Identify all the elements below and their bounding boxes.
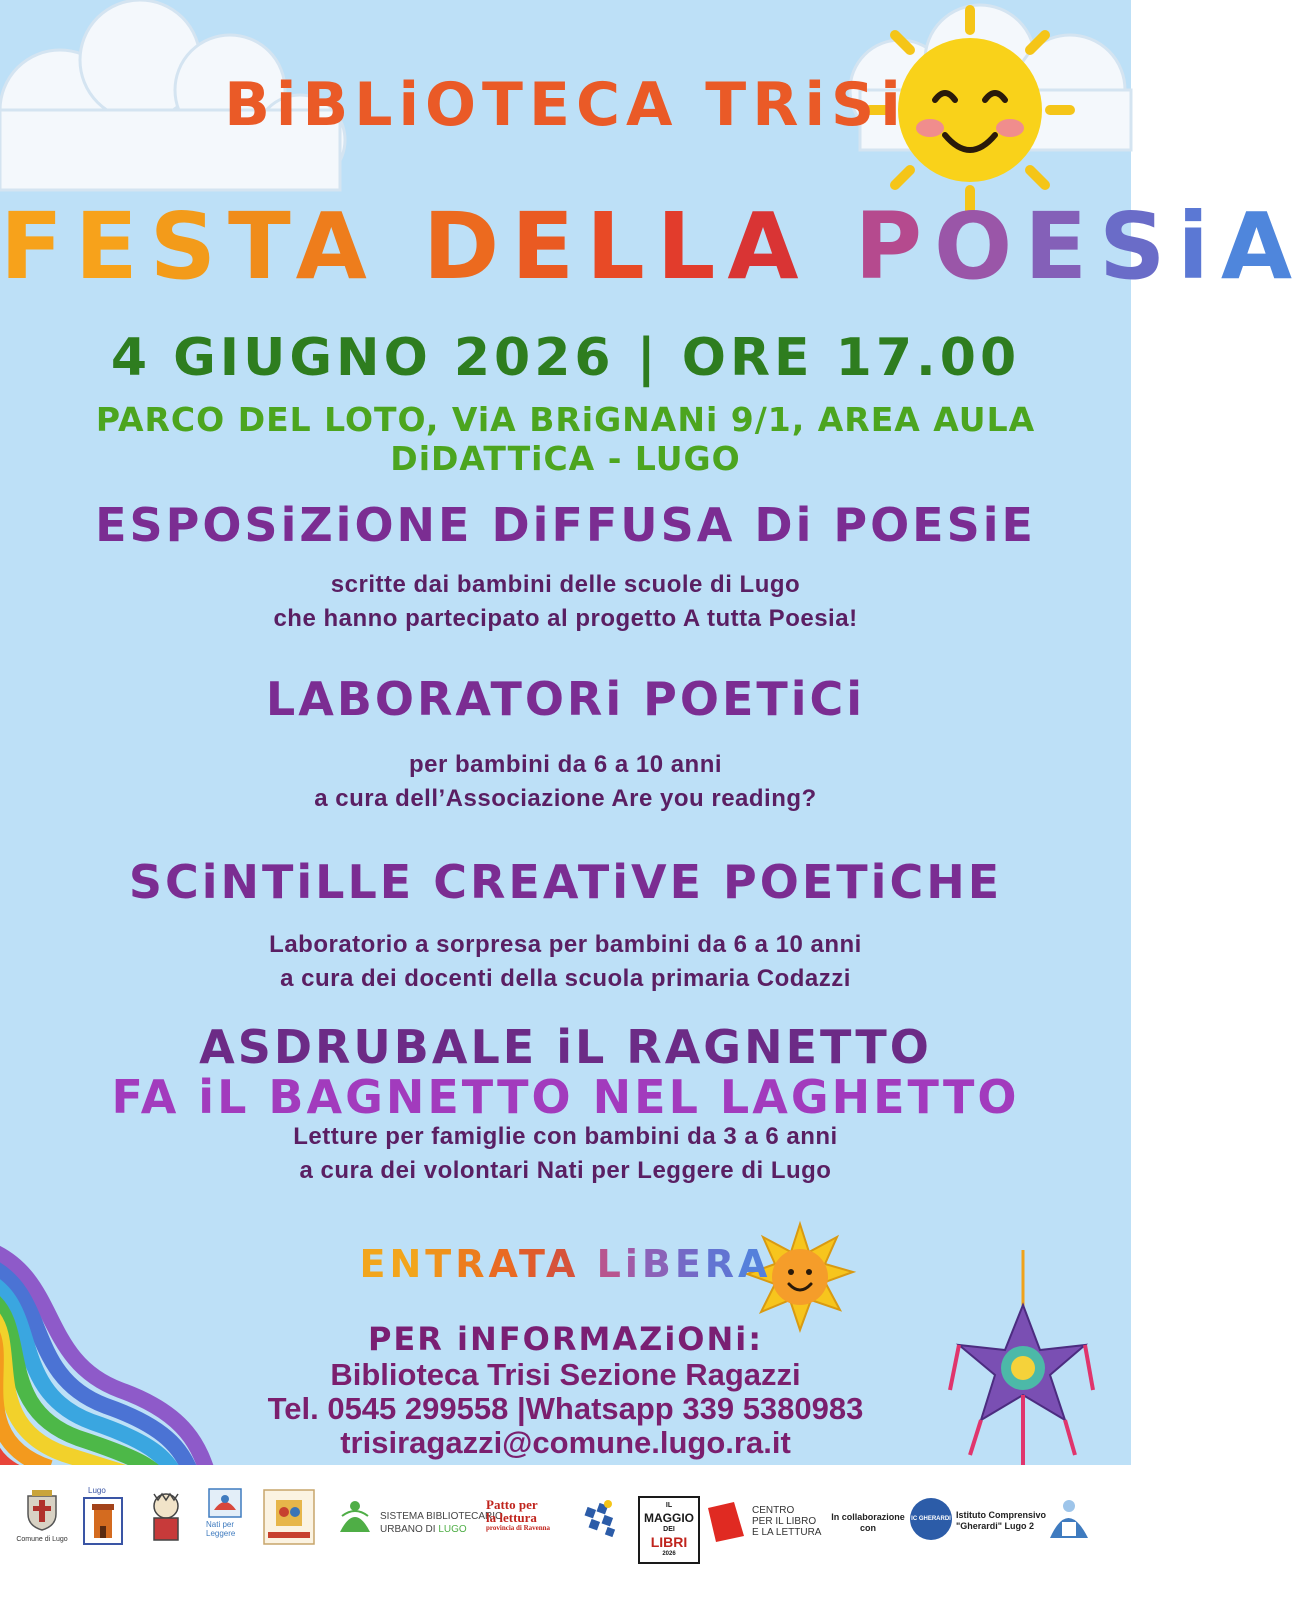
- info-email: trisiragazzi@comune.lugo.ra.it: [340, 1425, 791, 1460]
- section-text-scintille: [0, 928, 1131, 996]
- patto-lettura-logo: Patto per la lettura provincia di Ravenna: [486, 1497, 551, 1532]
- free-entry-letter: [579, 1242, 596, 1286]
- section-line: a cura dell’Associazione Are you reading?: [314, 785, 817, 812]
- biblioteca-trisi-tower-icon: [80, 1494, 126, 1548]
- free-entry-letter: i: [624, 1242, 642, 1286]
- free-entry-letter: N: [389, 1242, 426, 1286]
- event-title-letter: i: [1177, 193, 1221, 300]
- reading-child-icon: [146, 1490, 186, 1544]
- centro-libro-label: CENTRO PER IL LIBRO E LA LETTURA: [752, 1505, 822, 1538]
- blue-squares-emblem-icon: [578, 1496, 624, 1542]
- free-entry-letter: T: [518, 1242, 546, 1286]
- section-text-asdrubale: [0, 1120, 1131, 1188]
- event-title-letter: S: [149, 193, 228, 300]
- event-title-letter: E: [511, 193, 587, 300]
- info-title: PER iNFORMAZiONi:: [367, 1320, 764, 1358]
- comune-lugo-crest-icon: [24, 1488, 60, 1532]
- free-entry-letter: B: [641, 1242, 675, 1286]
- collaboration-label: In collaborazione con: [831, 1512, 905, 1533]
- section-line: a cura dei volontari Nati per Leggere di Lugo: [299, 1157, 832, 1184]
- info-phone: Tel. 0545 299558 |Whatsapp 339 5380983: [267, 1391, 864, 1426]
- section-line: a cura dei docenti della scuola primaria Codazzi: [280, 965, 851, 992]
- lugo-label: Lugo: [88, 1486, 106, 1495]
- event-title-letter: D: [422, 193, 512, 300]
- library-title: BiBLiOTECA TRiSi: [224, 70, 907, 140]
- free-entry-letter: E: [674, 1242, 705, 1286]
- section-title-laboratori: LABORATORi POETiCi: [265, 672, 866, 726]
- event-title-letter: E: [74, 193, 150, 300]
- section-title-esposizione: ESPOSiZiONE DiFFUSA Di POESiE: [95, 498, 1036, 552]
- event-title: [0, 193, 1304, 300]
- section-line: che hanno partecipato al progetto A tutta Poesia!: [273, 605, 858, 632]
- free-entry-letter: R: [455, 1242, 489, 1286]
- section-title-asdrubale: ASDRUBALE iL RAGNETTO: [199, 1020, 932, 1074]
- section-line: Letture per famiglie con bambini da 3 a 6 anni: [293, 1123, 838, 1150]
- nati-per-leggere-icon: [208, 1488, 242, 1518]
- free-entry-letter: E: [359, 1242, 390, 1286]
- centro-libro-red-book-icon: [704, 1500, 748, 1544]
- sistema-bibliotecario-icon: [336, 1496, 374, 1536]
- event-title-letter: F: [0, 193, 75, 300]
- maggio-dei-libri-logo: IL MAGGIO DEI LIBRI 2026: [638, 1496, 700, 1564]
- event-title-letter: A: [727, 193, 811, 300]
- free-entry-letter: R: [704, 1242, 739, 1286]
- event-title-letter: [379, 193, 423, 300]
- section-text-esposizione: [0, 568, 1131, 636]
- info-library: Biblioteca Trisi Sezione Ragazzi: [330, 1357, 801, 1392]
- npl-label: Nati per Leggere: [206, 1520, 236, 1538]
- free-entry-label: [0, 1242, 1131, 1286]
- sistema-bibliotecario-label: SISTEMA BIBLIOTECARIO URBANO DI LUGO: [380, 1511, 503, 1535]
- free-entry-letter: T: [425, 1242, 456, 1286]
- event-venue: PARCO DEL LOTO, ViA BRiGNANi 9/1, AREA AULA DiDATTiCA - LUGO: [95, 400, 1036, 478]
- section-line: per bambini da 6 a 10 anni: [408, 751, 723, 778]
- event-title-letter: O: [934, 193, 1025, 300]
- section-title-asdrubale-2: FA iL BAGNETTO NEL LAGHETTO: [111, 1070, 1020, 1124]
- event-title-letter: S: [1099, 193, 1178, 300]
- school-emblem-icon: [1046, 1494, 1092, 1544]
- event-title-letter: L: [586, 193, 657, 300]
- event-title-letter: E: [1024, 193, 1100, 300]
- biblioteca-kids-icon: [262, 1488, 316, 1546]
- free-entry-letter: A: [738, 1242, 772, 1286]
- event-date: 4 GIUGNO 2026 | ORE 17.00: [110, 328, 1021, 388]
- free-entry-letter: A: [488, 1242, 519, 1286]
- event-title-letter: [811, 193, 855, 300]
- free-entry-letter: A: [545, 1242, 580, 1286]
- section-title-scintille: SCiNTiLLE CREATiVE POETiCHE: [128, 855, 1003, 909]
- section-line: scritte dai bambini delle scuole di Lugo: [330, 571, 801, 598]
- section-text-laboratori: [0, 748, 1131, 816]
- event-title-letter: P: [854, 193, 934, 300]
- event-title-letter: T: [227, 193, 296, 300]
- ic-gherardi-label: Istituto Comprensivo "Gherardi" Lugo 2: [956, 1510, 1047, 1531]
- section-line: Laboratorio a sorpresa per bambini da 6 a 10 anni: [269, 931, 862, 958]
- ic-gherardi-badge: IC GHERARDI: [910, 1498, 952, 1540]
- free-entry-letter: L: [596, 1242, 625, 1286]
- comune-lugo-label: Comune di Lugo: [16, 1536, 68, 1543]
- event-title-letter: A: [295, 193, 379, 300]
- event-title-letter: A: [1220, 193, 1304, 300]
- event-title-letter: L: [656, 193, 728, 300]
